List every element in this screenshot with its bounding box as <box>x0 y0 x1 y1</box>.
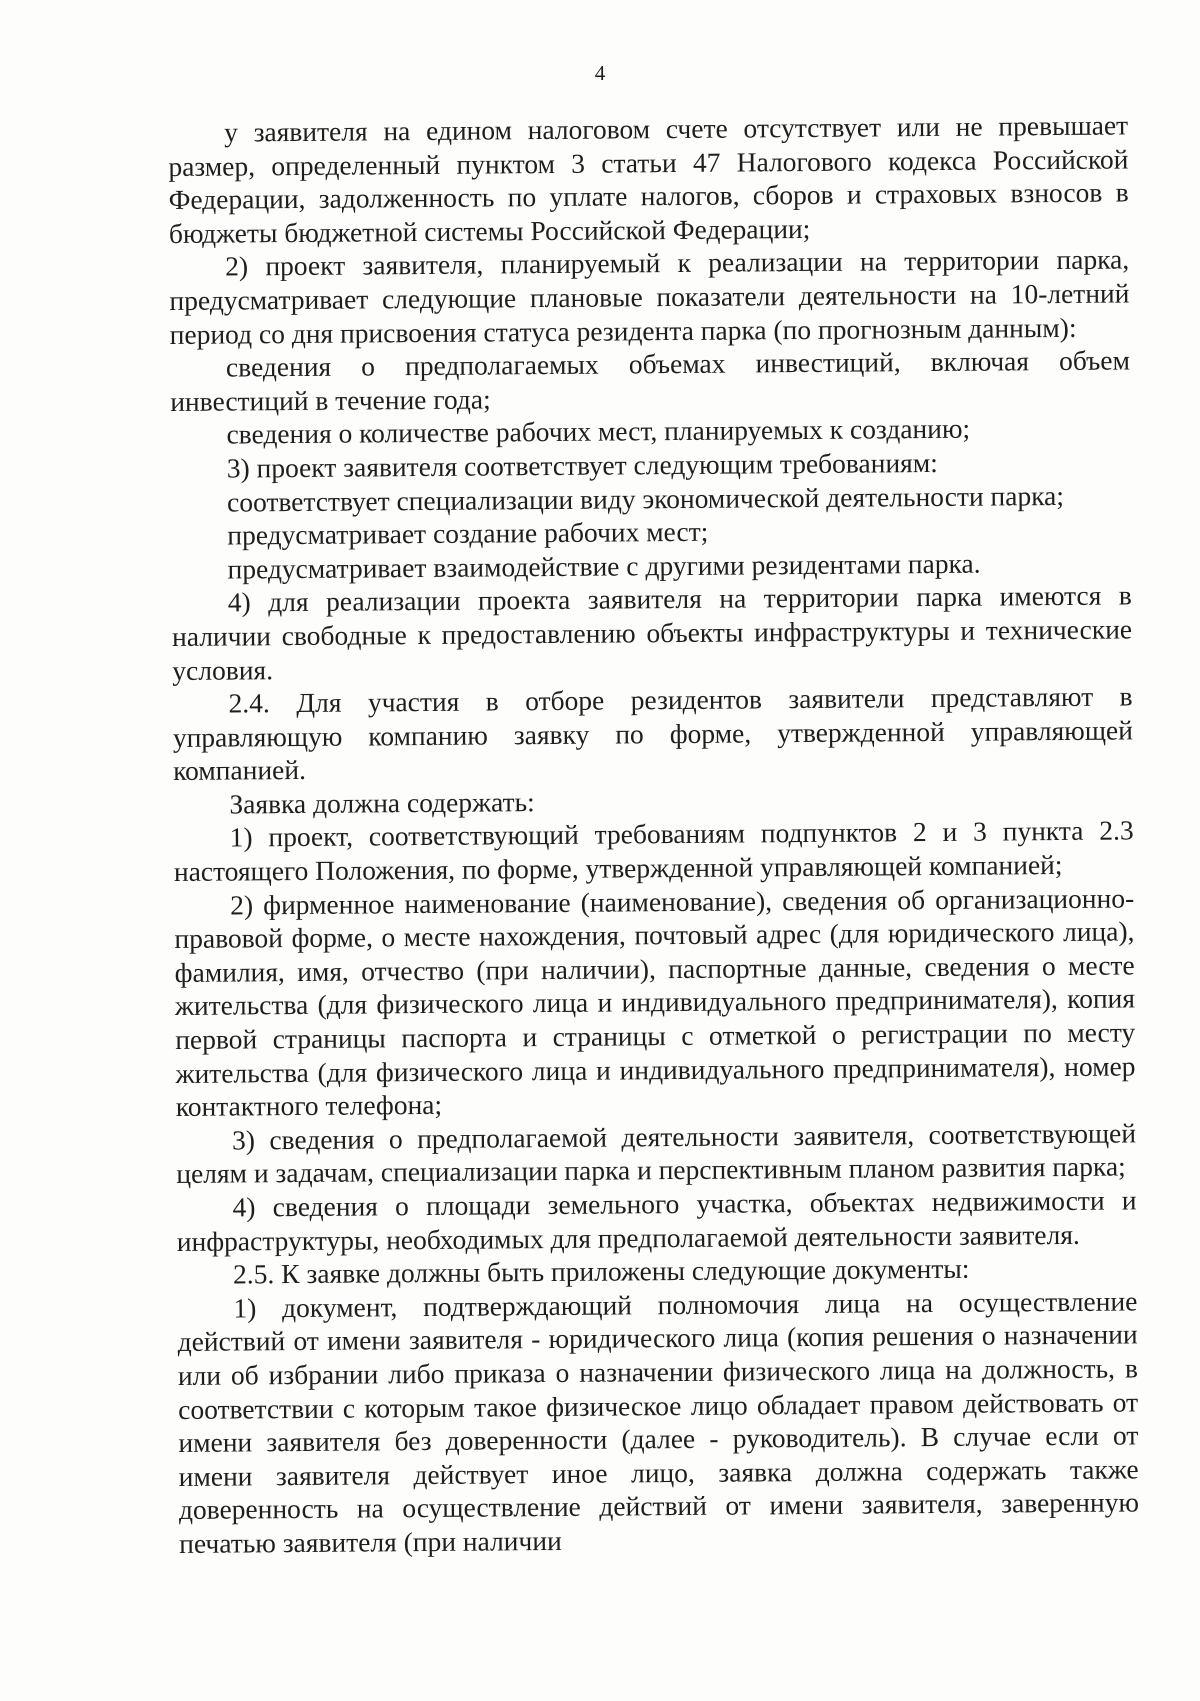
paragraph-specialization: соответствует специализации виду экономической деятельности парка; <box>226 479 1065 518</box>
paragraph-tax-debt: у заявителя на едином налоговом счете отсутствует или не превышает размер, определенный пунктом 3 статьи 47 Налогового кодекса Российской Федерации, задолженность по уплате налогов, сборов и страховых взносов в бюджеты бюджетной системы Российской Федерации; <box>168 109 1129 249</box>
paragraph-application-contents: Заявка должна содержать: <box>229 786 535 820</box>
page-number: 4 <box>594 61 606 85</box>
paragraph-item-4-infrastructure: 4) для реализации проекта заявителя на территории парка имеются в наличии свободные к предоставлению объекты инфраструктуры и технические условия. <box>171 579 1133 686</box>
document-body <box>168 108 1139 1560</box>
paragraph-application-item-4: 4) сведения о площади земельного участка, объектах недвижимости и инфраструктуры, необходимых для предполагаемой деятельности заявителя. <box>176 1184 1137 1257</box>
paragraph-section-2-4: 2.4. Для участия в отборе резидентов заявители представляют в управляющую компанию заявку по форме, утвержденной управляющей компанией. <box>172 680 1133 787</box>
paragraph-application-item-1: 1) проект, соответствующий требованиям подпунктов 2 и 3 пункта 2.3 настоящего Положения, по форме, утвержденной управляющей компанией; <box>173 814 1134 888</box>
paragraph-document-item-1: 1) документ, подтверждающий полномочия лица на осуществление действий от имени заявителя - юридического лица (копия решения о назначении или об избрании либо приказа о назначении физического лица на должность, в соответствии с которым такое физическое лицо обладает правом действовать от имени заявителя без доверенности (далее - руководитель). В случае если от имени заявителя действует иное лицо, заявка должна содержать также доверенность на осуществление действий от имени заявителя, заверенную печатью заявителя (при наличии <box>177 1285 1140 1559</box>
paragraph-jobs-info: сведения о количестве рабочих мест, планируемых к созданию; <box>226 413 971 450</box>
paragraph-investment-info: сведения о предполагаемых объемах инвестиций, включая объем инвестиций в течение года; <box>170 344 1131 417</box>
paragraph-job-creation: предусматривает создание рабочих мест; <box>227 515 709 551</box>
paragraph-item-3-requirements: 3) проект заявителя соответствует следующим требованиям: <box>226 446 938 484</box>
paragraph-interaction: предусматривает взаимодействие с другими резидентами парка. <box>227 547 981 585</box>
paragraph-application-item-3: 3) сведения о предполагаемой деятельности заявителя, соответствующей целям и задачам, специализации парка и перспективным планом развития парка; <box>176 1117 1137 1190</box>
paragraph-section-2-5: 2.5. К заявке должны быть приложены следующие документы: <box>232 1252 970 1290</box>
paragraph-item-2-planned-indicators: 2) проект заявителя, планируемый к реализации на территории парка, предусматривает следующие плановые показатели деятельности на 10-летний период со дня присвоения статуса резидента парка (по прогнозным данным): <box>169 243 1130 350</box>
paragraph-application-item-2: 2) фирменное наименование (наименование), сведения об организационно-правовой форме, о месте нахождения, почтовый адрес (для юридического лица), фамилия, имя, отчество (при наличии), паспортные данные, сведения о месте жительства (для физического лица и индивидуального предпринимателя), копия первой страницы паспорта и страницы с отметкой о регистрации по месту жительства (для физического лица и индивидуального предпринимателя), номер контактного телефона; <box>174 882 1136 1123</box>
